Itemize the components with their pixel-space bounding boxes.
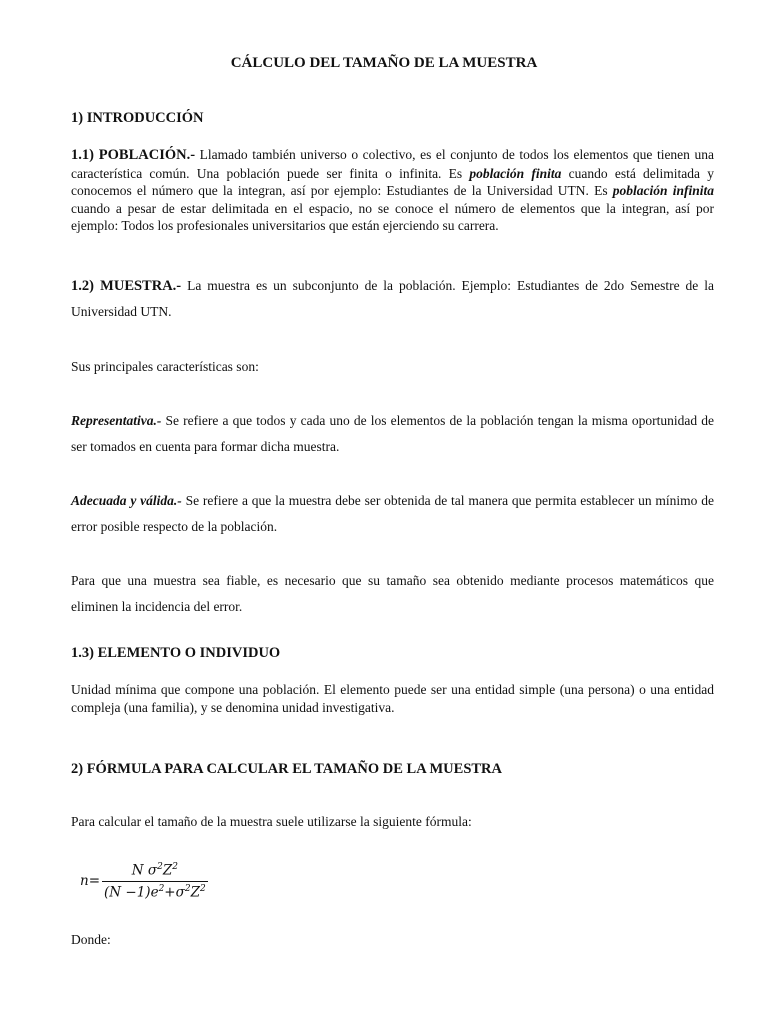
formula-den-z: Z bbox=[190, 884, 200, 900]
muestra-label: 1.2) MUESTRA.- bbox=[71, 278, 182, 294]
poblacion-text-1: Llamado también universo o colectivo, es el conjunto de todos los elementos que tienen una característica común. Una población puede ser finita o infinita. Es bbox=[71, 147, 714, 181]
intro-heading: 1) INTRODUCCIÓN bbox=[71, 110, 204, 126]
adecuada-text: Se refiere a que la muestra debe ser obtenida de tal manera que permita establecer un mínimo de error posible respecto de la población. bbox=[71, 493, 714, 534]
poblacion-finita-term: población finita bbox=[469, 165, 562, 181]
formula-num-sigma: σ bbox=[147, 862, 158, 879]
representativa-text: Se refiere a que todos y cada uno de los elementos de la población tengan la misma oportunidad de ser tomados en cuenta para formar dicha muestra. bbox=[71, 413, 714, 454]
donde-label: Donde: bbox=[71, 932, 111, 947]
elemento-heading: 1.3) ELEMENTO O INDIVIDUO bbox=[71, 645, 281, 661]
formula-fraction bbox=[102, 862, 208, 900]
adecuada-paragraph bbox=[71, 488, 714, 540]
fiable-paragraph: Para que una muestra sea fiable, es necesario que su tamaño sea obtenido mediante procesos matemáticos que eliminen la incidencia del error. bbox=[71, 573, 714, 614]
formula-lhs: n= bbox=[80, 873, 101, 889]
muestra-paragraph bbox=[71, 273, 714, 325]
formula-den-z-exp: 2 bbox=[199, 883, 206, 894]
poblacion-text-2: cuando está delimitada y conocemos el número que la integran, así por ejemplo: Estudiantes de la Universidad UTN. Es bbox=[71, 165, 715, 198]
elemento-paragraph: Unidad mínima que compone una población. El elemento puede ser una entidad simple (una persona) o una entidad compleja (una familia), y se denomina unidad investigativa. bbox=[71, 682, 714, 715]
poblacion-label: 1.1) POBLACIÓN.- bbox=[71, 147, 196, 163]
formula-intro: Para calcular el tamaño de la muestra suele utilizarse la siguiente fórmula: bbox=[71, 814, 472, 829]
document-title: CÁLCULO DEL TAMAÑO DE LA MUESTRA bbox=[230, 55, 538, 71]
adecuada-label: Adecuada y válida.- bbox=[71, 493, 182, 508]
formula-numerator bbox=[126, 862, 184, 881]
poblacion-text-3: cuando a pesar de estar delimitada en el espacio, no se conoce el número de elementos que la integran, así por ejemplo: Todos los profesionales universitarios que están ejerciendo su carrera. bbox=[71, 200, 714, 233]
representativa-label: Representativa.- bbox=[71, 413, 162, 428]
formula-num-sigma-exp: 2 bbox=[157, 862, 163, 872]
formula-den-plus: + bbox=[164, 884, 176, 900]
muestra-text: La muestra es un subconjunto de la población. Ejemplo: Estudiantes de 2do Semestre de la Universidad UTN. bbox=[71, 278, 714, 319]
formula-den-e-exp: 2 bbox=[158, 883, 165, 894]
formula-den-sigma: σ bbox=[175, 884, 185, 900]
poblacion-paragraph bbox=[71, 146, 714, 235]
formula-num-z: Z bbox=[162, 862, 173, 879]
poblacion-infinita-term: población infinita bbox=[612, 183, 714, 198]
sample-size-formula bbox=[80, 862, 208, 900]
formula-num-z-exp: 2 bbox=[172, 862, 178, 872]
formula-den-sigma-exp: 2 bbox=[184, 883, 191, 894]
formula-den-e: e bbox=[150, 884, 159, 900]
representativa-paragraph bbox=[71, 408, 714, 460]
formula-denominator bbox=[102, 881, 208, 901]
caracteristicas-intro: Sus principales características son: bbox=[71, 359, 259, 374]
formula-heading: 2) FÓRMULA PARA CALCULAR EL TAMAÑO DE LA MUESTRA bbox=[71, 761, 502, 777]
formula-den-paren: (N −1) bbox=[104, 884, 151, 900]
formula-num-n: N bbox=[131, 862, 148, 879]
